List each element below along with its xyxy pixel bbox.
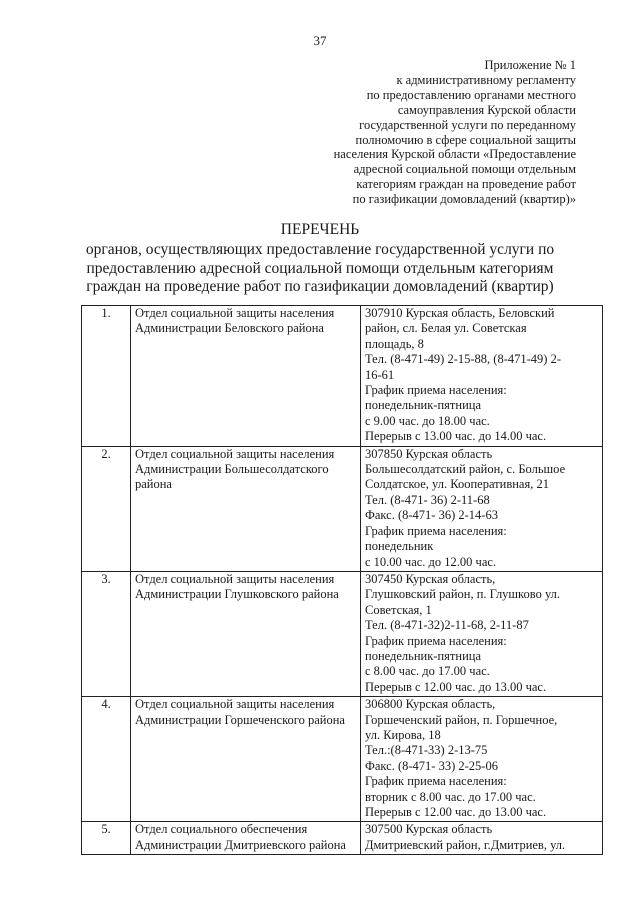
contact-info-line: с 8.00 час. до 17.00 час.: [365, 664, 490, 679]
contact-info-line: График приема населения:: [365, 523, 507, 538]
contact-info-line: График приема населения:: [365, 774, 507, 789]
contact-info-line: с 10.00 час. до 12.00 час.: [365, 554, 497, 569]
contact-info-line: 307910 Курская область, Беловский: [365, 306, 555, 320]
appendix-line: к административному регламенту: [396, 72, 576, 87]
contact-info-line: Перерыв с 13.00 час. до 14.00 час.: [365, 429, 547, 444]
table-row: [82, 306, 603, 447]
contact-info-line: Дмитриевский район, г.Дмитриев, ул.: [365, 837, 566, 852]
office-name-cell: [131, 571, 361, 696]
page-number: 37: [313, 33, 327, 48]
subtitle-line: органов, осуществляющих предоставление государственной услуги по: [85, 241, 555, 258]
row-number: 5.: [82, 822, 131, 855]
contact-info-line: 307850 Курская область: [365, 446, 493, 461]
appendix-line: государственной услуги по переданному: [359, 117, 576, 132]
table-row: [82, 571, 603, 696]
appendix-line: категориям граждан на проведение работ: [356, 177, 576, 192]
office-name-line: Администрации Глушковского района: [135, 587, 339, 602]
contact-info-line: Советская, 1: [365, 602, 432, 617]
offices-table: [81, 305, 603, 855]
contact-info-line: с 9.00 час. до 18.00 час.: [365, 413, 490, 428]
office-name-line: Отдел социальной защиты населения: [135, 697, 335, 712]
appendix-line: полномочию в сфере социальной защиты: [355, 132, 576, 147]
contact-info-line: Факс. (8-471- 36) 2-14-63: [365, 508, 498, 523]
contact-info-cell: [361, 446, 603, 571]
contact-info-line: понедельник-пятница: [365, 398, 481, 413]
office-name-line: Отдел социального обеспечения: [135, 822, 308, 837]
contact-info-line: Тел. (8-471- 36) 2-11-68: [365, 492, 490, 507]
contact-info-line: 307500 Курская область: [365, 822, 493, 837]
contact-info-line: 307450 Курская область,: [365, 571, 496, 586]
contact-info-line: Тел.:(8-471-33) 2-13-75: [365, 743, 488, 758]
contact-info-line: Тел. (8-471-32)2-11-68, 2-11-87: [365, 618, 529, 633]
contact-info-line: понедельник-пятница: [365, 648, 481, 663]
contact-info-line: Солдатское, ул. Кооперативная, 21: [365, 477, 549, 492]
appendix-line: населения Курской области «Предоставление: [333, 147, 576, 162]
office-name-line: Отдел социальной защиты населения: [135, 306, 335, 320]
contact-info-line: Перерыв с 12.00 час. до 13.00 час.: [365, 679, 547, 694]
office-name-line: района: [135, 477, 172, 492]
row-number: 3.: [82, 571, 131, 696]
office-name-line: Отдел социальной защиты населения: [135, 446, 335, 461]
contact-info-line: Большесолдатский район, с. Большое: [365, 462, 566, 477]
contact-info-cell: [361, 306, 603, 447]
office-name-cell: [131, 306, 361, 447]
contact-info-line: Перерыв с 12.00 час. до 13.00 час.: [365, 805, 547, 819]
contact-info-line: ул. Кирова, 18: [365, 727, 441, 742]
contact-info-line: Горшеченский район, п. Горшечное,: [365, 712, 558, 727]
appendix-header: [276, 58, 576, 207]
office-name-cell: [131, 822, 361, 855]
contact-info-line: вторник с 8.00 час. до 17.00 час.: [365, 789, 536, 804]
contact-info-line: Глушковский район, п. Глушково ул.: [365, 587, 561, 602]
contact-info-line: Факс. (8-471- 33) 2-25-06: [365, 758, 498, 773]
office-name-line: Администрации Беловского района: [135, 321, 324, 336]
table-row: [82, 697, 603, 822]
contact-info-cell: [361, 822, 603, 855]
subtitle-line: предоставлению адресной социальной помощи отдельным категориям: [86, 259, 554, 277]
table-row: [82, 446, 603, 571]
contact-info-line: 306800 Курская область,: [365, 697, 496, 712]
appendix-line: по предоставлению органами местного: [366, 87, 576, 102]
contact-info-line: График приема населения:: [365, 383, 507, 398]
document-subtitle: [30, 241, 610, 297]
document-title: ПЕРЕЧЕНЬ: [280, 221, 360, 238]
contact-info-line: График приема населения:: [365, 633, 507, 648]
row-number: 2.: [82, 446, 131, 571]
row-number: 1.: [82, 306, 131, 447]
office-name-cell: [131, 697, 361, 822]
contact-info-line: район, сл. Белая ул. Советская: [365, 321, 527, 336]
contact-info-cell: [361, 697, 603, 822]
appendix-line: по газификации домовладений (квартир)»: [352, 192, 576, 207]
appendix-line: самоуправления Курской области: [397, 102, 576, 117]
subtitle-line: граждан на проведение работ по газификации домовладений (квартир): [86, 278, 554, 296]
contact-info-cell: [361, 571, 603, 696]
contact-info-line: 16-61: [365, 367, 395, 382]
office-name-line: Отдел социальной защиты населения: [135, 571, 335, 586]
contact-info-line: понедельник: [365, 539, 434, 554]
contact-info-line: Тел. (8-471-49) 2-15-88, (8-471-49) 2-: [365, 352, 561, 367]
office-name-line: Администрации Большесолдатского: [135, 462, 329, 477]
appendix-line: адресной социальной помощи отдельным: [353, 162, 576, 177]
row-number: 4.: [82, 697, 131, 822]
office-name-line: Администрации Дмитриевского района: [135, 837, 346, 852]
appendix-line: Приложение № 1: [484, 58, 576, 72]
table-row: [82, 822, 603, 855]
contact-info-line: площадь, 8: [365, 336, 424, 351]
office-name-line: Администрации Горшеченского района: [135, 712, 345, 727]
office-name-cell: [131, 446, 361, 571]
